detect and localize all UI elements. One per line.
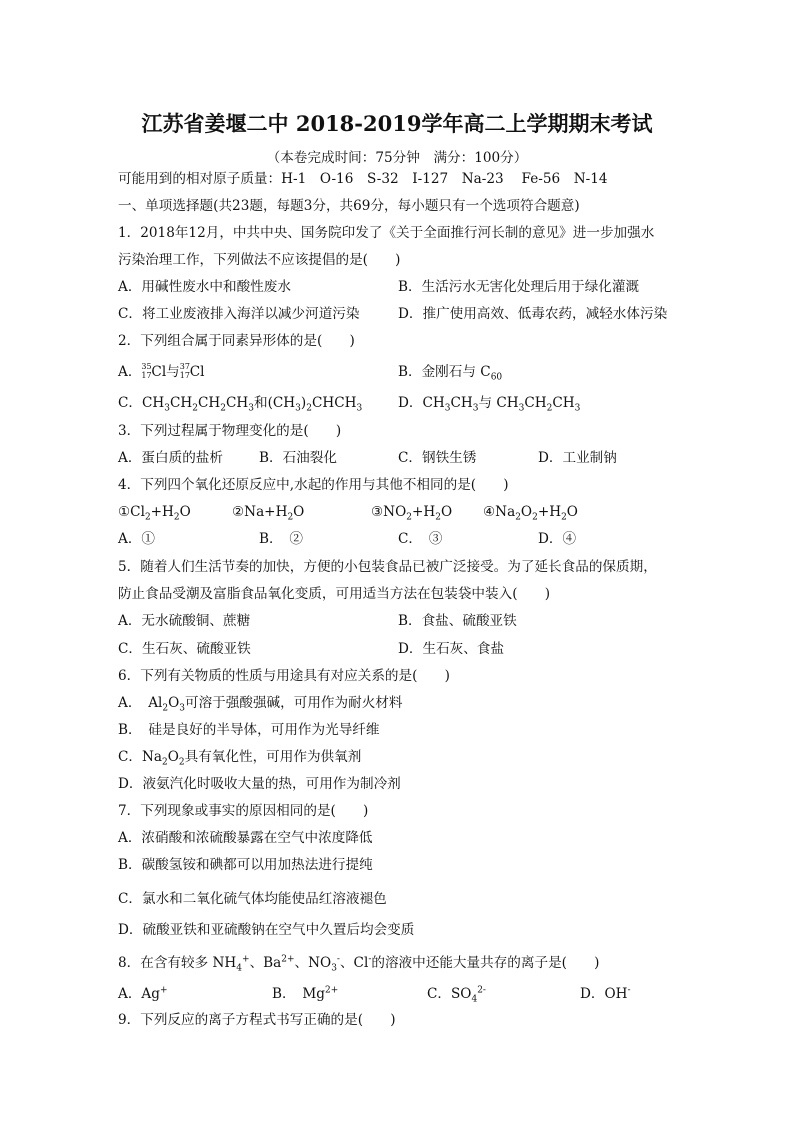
q3-option-a: A．蛋白质的盐析 xyxy=(118,450,223,466)
q9-stem: 9．下列反应的离子方程式书写正确的是( ) xyxy=(118,1012,396,1028)
q1-option-c: C．将工业废液排入海洋以减少河道污染 xyxy=(118,306,360,322)
q6-option-b: B． 硅是良好的半导体，可用作为光导纤维 xyxy=(118,722,380,738)
section-heading: 一、单项选择题(共23题，每题3分，共69分，每小题只有一个选项符合题意) xyxy=(118,198,580,214)
q1-option-b: B．生活污水无害化处理后用于绿化灌溉 xyxy=(398,279,640,295)
q7-option-b: B．碳酸氢铵和碘都可以用加热法进行提纯 xyxy=(118,857,373,873)
q4-option-c: C． ③ xyxy=(398,531,443,547)
q4-reaction-4: $④Na_2O_2+H_2O$ xyxy=(483,504,578,523)
q4-reaction-3: $③NO_2+H_2O$ xyxy=(371,504,453,523)
exam-title: 江苏省姜堰二中 2018-2019学年高二上学期期末考试 xyxy=(141,111,653,136)
q2-option-b: B．金刚石与 $C_{60}$ xyxy=(398,364,503,383)
q1-option-d: D．推广使用高效、低毒农药，减轻水体污染 xyxy=(398,306,668,322)
q1-option-a: A．用碱性废水中和酸性废水 xyxy=(118,279,291,295)
q1-stem-line2: 污染治理工作，下列做法不应该提倡的是( ) xyxy=(118,252,401,268)
q4-reaction-1: $①Cl_2+H_2O$ xyxy=(118,504,191,523)
q8-stem: 8．在含有较多 $NH_4^+$、$Ba^{2+}$、$NO_3^-$、Cl-的溶液中还能大量共存的离子是( ) xyxy=(118,954,600,974)
q7-option-c: C．氯水和二氧化硫气体均能使品红溶液褪色 xyxy=(118,891,387,907)
q5-option-c: C．生石灰、硫酸亚铁 xyxy=(118,641,251,657)
q7-option-a: A．浓硝酸和浓硫酸暴露在空气中浓度降低 xyxy=(118,830,373,846)
q2-option-c: C．$CH_3CH_2CH_2CH_3$和$(CH_3)_2CHCH_3$ xyxy=(118,395,363,414)
q3-option-b: B．石油裂化 xyxy=(259,450,337,466)
q5-option-b: B．食盐、硫酸亚铁 xyxy=(398,613,517,629)
q5-option-d: D．生石灰、食盐 xyxy=(398,641,505,657)
q2-option-d: D．$CH_3CH_3$与 $CH_3CH_2CH_3$ xyxy=(398,395,581,414)
q4-reaction-2: $②Na+H_2O$ xyxy=(232,504,305,523)
q6-option-c: C．$Na_2O_2$具有氧化性，可用作为供氧剂 xyxy=(118,749,362,768)
q7-stem: 7．下列现象或事实的原因相同的是( ) xyxy=(118,803,369,819)
q8-option-c: C．$SO_4^{2-}$ xyxy=(427,985,486,1005)
q4-stem: 4．下列四个氧化还原反应中,水起的作用与其他不相同的是( ) xyxy=(118,477,509,493)
exam-subtitle: （本卷完成时间：75分钟 满分：100分） xyxy=(266,150,528,166)
q5-stem-line1: 5．随着人们生活节奏的加快，方便的小包装食品已被广泛接受。为了延长食品的保质期， xyxy=(118,559,657,575)
q4-option-b: B． ② xyxy=(259,531,303,547)
q8-option-b: B． $Mg^{2+}$ xyxy=(272,985,339,1002)
atomic-masses: 可能用到的相对原子质量：H-1 O-16 S-32 I-127 Na-23 Fe-56 N-14 xyxy=(118,171,608,187)
q2-option-a: A． 35 17 Cl与 37 17 Cl xyxy=(118,361,205,380)
isotope-cl35: 35 17 xyxy=(141,361,152,380)
q5-option-a: A．无水硫酸铜、蔗糖 xyxy=(118,613,251,629)
q6-option-a: A． $Al_2O_3$可溶于强酸强碱，可用作为耐火材料 xyxy=(118,695,403,714)
q2-stem: 2．下列组合属于同素异形体的是( ) xyxy=(118,333,355,349)
q3-option-c: C．钢铁生锈 xyxy=(398,450,477,466)
q3-stem: 3．下列过程属于物理变化的是( ) xyxy=(118,423,342,439)
q5-stem-line2: 防止食品受潮及富脂食品氧化变质，可用适当方法在包装袋中装入( ) xyxy=(118,586,551,602)
q8-option-a: A．Ag+ xyxy=(118,985,168,1002)
q6-option-d: D．液氨汽化时吸收大量的热，可用作为制冷剂 xyxy=(118,776,401,792)
q4-option-d: D．④ xyxy=(538,531,577,547)
q4-option-a: A．① xyxy=(118,531,156,547)
q3-option-d: D．工业制钠 xyxy=(538,450,617,466)
q7-option-d: D．硫酸亚铁和亚硫酸钠在空气中久置后均会变质 xyxy=(118,922,415,938)
q6-stem: 6．下列有关物质的性质与用途具有对应关系的是( ) xyxy=(118,668,450,684)
q8-option-d: D．OH- xyxy=(580,985,631,1002)
isotope-cl37: 37 17 xyxy=(179,361,190,380)
q1-stem-line1: 1．2018年12月，中共中央、国务院印发了《关于全面推行河长制的意见》进一步加强水 xyxy=(118,225,655,241)
